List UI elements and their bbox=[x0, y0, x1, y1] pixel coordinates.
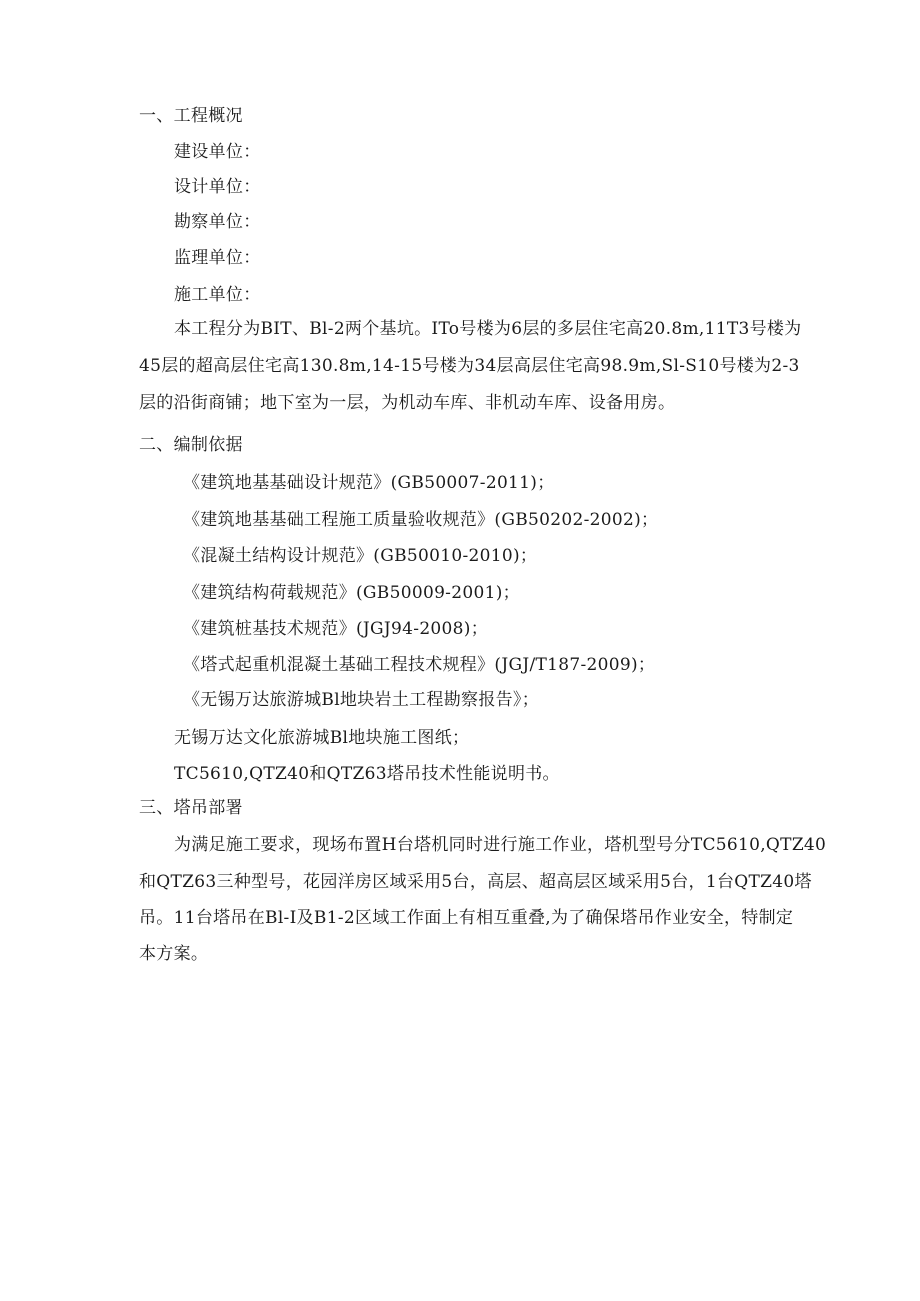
deployment-paragraph-line: 为满足施工要求，现场布置H台塔机同时进行施工作业，塔机型号分TC5610,QTZ40 bbox=[174, 835, 827, 855]
reference-extra: 无锡万达文化旅游城Bl地块施工图纸； bbox=[174, 728, 470, 748]
overview-paragraph-line: 层的沿街商铺；地下室为一层，为机动车库、非机动车库、设备用房。 bbox=[139, 393, 676, 413]
reference-item: 《混凝土结构设计规范》(GB50010-2010)； bbox=[183, 546, 538, 566]
reference-item: 《无锡万达旅游城Bl地块岩土工程勘察报告》； bbox=[183, 690, 540, 710]
reference-item: 《建筑结构荷载规范》(GB50009-2001)； bbox=[183, 583, 520, 603]
overview-paragraph-line: 45层的超高层住宅高130.8m,14-15号楼为34层高层住宅高98.9m,Sl-S10号楼为2-3 bbox=[139, 356, 800, 376]
field-supervision-unit: 监理单位： bbox=[174, 248, 261, 268]
reference-item: 《建筑桩基技术规范》(JGJ94-2008)； bbox=[183, 619, 489, 639]
field-design-unit: 设计单位： bbox=[174, 177, 261, 197]
overview-paragraph-line: 本工程分为BIT、Bl-2两个基坑。ITo号楼为6层的多层住宅高20.8m,11T3号楼为 bbox=[174, 319, 802, 339]
field-contractor-unit: 施工单位： bbox=[174, 285, 261, 305]
reference-item: 《建筑地基基础设计规范》(GB50007-2011)； bbox=[183, 473, 555, 493]
deployment-paragraph-line: 和QTZ63三种型号，花园洋房区域采用5台，高层、超高层区域采用5台，1台QTZ40塔 bbox=[139, 872, 812, 892]
deployment-paragraph-line: 吊。11台塔吊在Bl-I及B1-2区域工作面上有相互重叠,为了确保塔吊作业安全，特制定 bbox=[139, 908, 794, 928]
section-2-heading: 二、编制依据 bbox=[139, 435, 243, 455]
deployment-paragraph-line: 本方案。 bbox=[139, 944, 209, 964]
reference-extra: TC5610,QTZ40和QTZ63塔吊技术性能说明书。 bbox=[174, 764, 560, 784]
reference-item: 《塔式起重机混凝土基础工程技术规程》(JGJ/T187-2009)； bbox=[183, 655, 656, 675]
section-3-heading: 三、塔吊部署 bbox=[139, 798, 243, 818]
field-survey-unit: 勘察单位： bbox=[174, 212, 261, 232]
field-construction-unit: 建设单位： bbox=[174, 142, 261, 162]
reference-item: 《建筑地基基础工程施工质量验收规范》(GB50202-2002)； bbox=[183, 510, 659, 530]
section-1-heading: 一、工程概况 bbox=[139, 106, 243, 126]
